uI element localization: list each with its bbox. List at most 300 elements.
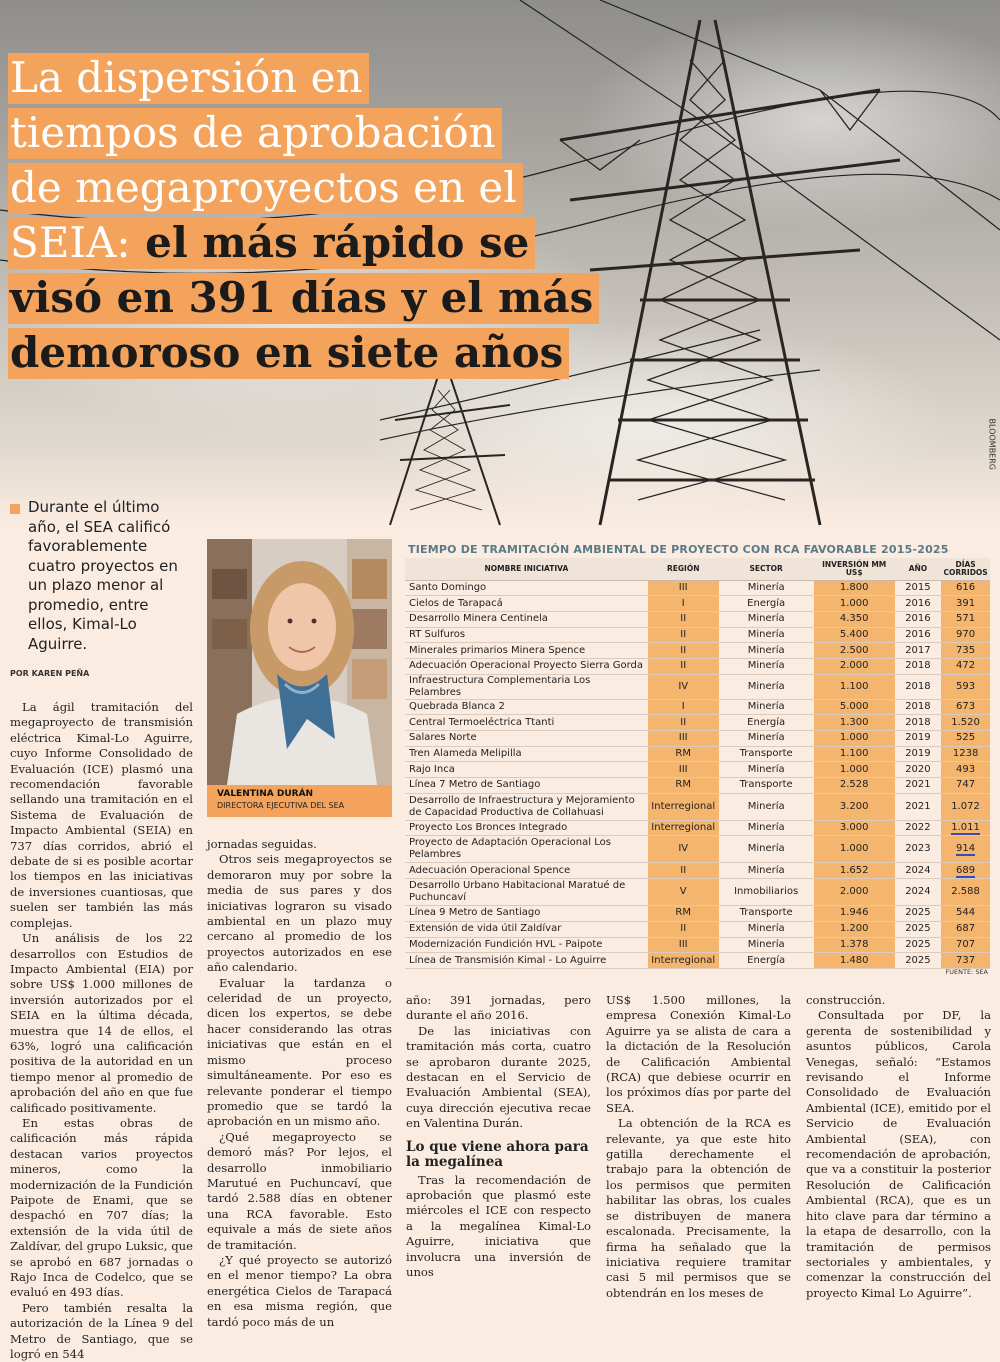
cell-region-text: Interregional — [651, 800, 716, 812]
cell-sector-text: Minería — [747, 613, 785, 625]
cell-sector — [719, 746, 814, 762]
paragraph: ¿Qué megaproyecto se demoró más? Por lejos, el desarrollo inmobiliario Marutué en Puchuncaví, que tardó 2.588 días en obtener una RCA favorable. Esto equivale a más de siete años de tramitación. — [207, 1129, 392, 1252]
cell-sector-text: Transporte — [739, 907, 793, 919]
cell-sector — [719, 643, 814, 659]
cell-investment — [814, 580, 895, 596]
cell-sector — [719, 596, 814, 612]
cell-name-text: Línea 7 Metro de Santiago — [409, 779, 541, 791]
cell-name-text: Minerales primarios Minera Spence — [409, 644, 586, 656]
cell-days-text: 673 — [956, 700, 976, 712]
cell-region — [648, 906, 719, 922]
cell-year-text: 2025 — [905, 954, 931, 966]
cell-year — [895, 715, 942, 731]
cell-sector-text: Energía — [747, 954, 786, 966]
cell-sector-text: Minería — [747, 800, 785, 812]
cell-year — [895, 596, 942, 612]
photo-credit: BLOOMBERG — [987, 418, 996, 470]
cell-sector-text: Minería — [747, 680, 785, 692]
cell-year — [895, 746, 942, 762]
cell-investment — [814, 793, 895, 820]
cell-name — [405, 658, 648, 674]
cell-investment-text: 1.200 — [839, 923, 869, 935]
cell-investment — [814, 879, 895, 906]
cell-year-text: 2016 — [905, 613, 931, 625]
article-column-4 — [606, 993, 791, 1301]
cell-name-text: Adecuación Operacional Proyecto Sierra Gorda — [409, 660, 644, 672]
cell-name-text: Salares Norte — [409, 732, 477, 744]
article-column-2 — [207, 837, 392, 1330]
table-row — [405, 879, 990, 906]
cell-year — [895, 793, 942, 820]
table-row — [405, 906, 990, 922]
paragraph: US$ 1.500 millones, la empresa Conexión Kimal-Lo Aguirre ya se alista de cara a la dictación de la Resolución de Calificación Ambiental (RCA) que debiese ocurrir en los próximos días por parte del SEA. — [606, 993, 791, 1115]
subheading: Lo que viene ahora para la megalínea — [406, 1138, 589, 1171]
cell-name-text: Línea de Transmisión Kimal - Lo Aguirre — [409, 954, 607, 966]
cell-days-text: 525 — [956, 732, 976, 744]
cell-year-text: 2024 — [905, 864, 931, 876]
cell-name — [405, 611, 648, 627]
cell-days — [941, 658, 990, 674]
cell-region — [648, 580, 719, 596]
cell-name — [405, 596, 648, 612]
cell-days-text: 707 — [956, 938, 976, 950]
table-row — [405, 778, 990, 794]
cell-name — [405, 699, 648, 715]
cell-days — [941, 863, 990, 879]
cell-year — [895, 906, 942, 922]
cell-name — [405, 937, 648, 953]
table-title: TIEMPO DE TRAMITACIÓN AMBIENTAL DE PROYECTO CON RCA FAVORABLE 2015-2025 — [408, 543, 949, 556]
cell-year — [895, 836, 942, 863]
cell-region — [648, 921, 719, 937]
cell-name — [405, 921, 648, 937]
cell-days — [941, 793, 990, 820]
cell-year — [895, 921, 942, 937]
cell-year — [895, 762, 942, 778]
table-row — [405, 611, 990, 627]
table-header-row — [405, 558, 990, 580]
cell-year-text: 2024 — [905, 886, 931, 898]
table-row — [405, 658, 990, 674]
cell-region — [648, 778, 719, 794]
cell-year — [895, 953, 942, 969]
cell-sector — [719, 879, 814, 906]
cell-investment-text: 1.300 — [839, 716, 869, 728]
cell-year-text: 2022 — [905, 822, 931, 834]
cell-region-text: II — [680, 716, 687, 728]
paragraph: Otros seis megaproyectos se demoraron muy por sobre la media de sus pares y dos iniciativas lograron su visado ambiental en un plazo muy cercano al promedio de los proyectos autorizados en ese año calendario. — [207, 852, 392, 975]
cell-name — [405, 746, 648, 762]
cell-sector — [719, 906, 814, 922]
cell-sector-text: Minería — [747, 864, 785, 876]
cell-sector — [719, 715, 814, 731]
cell-name-text: Central Termoeléctrica Ttanti — [409, 716, 555, 728]
deck — [10, 498, 185, 654]
cell-investment — [814, 863, 895, 879]
cell-days-text: 1238 — [952, 748, 979, 760]
cell-sector-text: Minería — [747, 822, 785, 834]
cell-name-text: RT Sulfuros — [409, 628, 466, 640]
cell-name — [405, 674, 648, 699]
table-row — [405, 863, 990, 879]
cell-investment — [814, 715, 895, 731]
cell-name — [405, 580, 648, 596]
cell-region — [648, 953, 719, 969]
cell-investment — [814, 746, 895, 762]
cell-name-text: Quebrada Blanca 2 — [409, 700, 505, 712]
cell-region-text: RM — [675, 779, 691, 791]
cell-region — [648, 836, 719, 863]
paragraph: jornadas seguidas. — [207, 837, 317, 851]
byline: POR KAREN PEÑA — [10, 669, 90, 678]
photo-caption — [207, 785, 392, 817]
table-row — [405, 921, 990, 937]
cell-investment — [814, 658, 895, 674]
cell-region-text: I — [681, 597, 685, 609]
cell-investment-text: 4.350 — [839, 613, 869, 625]
cell-region — [648, 937, 719, 953]
cell-investment-text: 1.000 — [839, 763, 869, 775]
cell-name — [405, 643, 648, 659]
table-row — [405, 731, 990, 747]
article-column-1 — [10, 700, 193, 1362]
cell-sector — [719, 863, 814, 879]
cell-days — [941, 937, 990, 953]
paragraph: ¿Y qué proyecto se autorizó en el menor tiempo? La obra energética Cielos de Tarapacá en esa misma región, que tardó poco más de un — [207, 1252, 392, 1329]
cell-investment — [814, 906, 895, 922]
hero-image — [0, 0, 1000, 525]
cell-region — [648, 674, 719, 699]
portrait-illustration — [207, 539, 392, 785]
cell-year-text: 2019 — [905, 748, 931, 760]
cell-region-text: Interregional — [651, 954, 716, 966]
cell-region — [648, 793, 719, 820]
header-year: AÑO — [895, 558, 942, 580]
cell-investment-text: 1.946 — [839, 907, 869, 919]
cell-name-text: Línea 9 Metro de Santiago — [409, 907, 541, 919]
cell-year — [895, 658, 942, 674]
cell-region-text: II — [680, 628, 687, 640]
table-row — [405, 793, 990, 820]
paragraph: Consultada por DF, la gerenta de sostenibilidad y asuntos públicos, Carola Venegas, señaló: “Estamos revisando el Informe Consolidado de Evaluación Ambiental (ICE), emitido por el Servicio de Evaluación Ambiental (SEA), con recomendación de aprobación, que va a constituir la posterior Resolución de Calificación Ambiental (RCA), que es un hito clave para dar término a la etapa de desarrollo, con la tramitación de permisos sectoriales y ambientales, y comenzar la construcción del proyecto Kimal Lo Aguirre”. — [806, 1008, 991, 1300]
table-row — [405, 580, 990, 596]
paragraph: construcción. — [806, 993, 886, 1007]
cell-days — [941, 836, 990, 863]
header-days: DÍAS CORRIDOS — [941, 558, 990, 580]
cell-investment-text: 1.000 — [839, 732, 869, 744]
cell-sector-text: Minería — [747, 644, 785, 656]
cell-name — [405, 793, 648, 820]
cell-investment-text: 1.000 — [839, 843, 869, 855]
cell-sector — [719, 658, 814, 674]
cell-year-text: 2025 — [905, 923, 931, 935]
cell-name — [405, 762, 648, 778]
cell-sector-text: Minería — [747, 628, 785, 640]
header-name: NOMBRE INICIATIVA — [405, 558, 648, 580]
cell-days-text: 2.588 — [951, 886, 980, 898]
cell-region-text: V — [679, 886, 687, 898]
cell-name-text: Extensión de vida útil Zaldívar — [409, 923, 562, 935]
cell-region — [648, 627, 719, 643]
cell-year — [895, 820, 942, 836]
cell-name — [405, 836, 648, 863]
cell-investment-text: 2.000 — [839, 886, 869, 898]
cell-days-text: 970 — [956, 628, 976, 640]
table-row — [405, 820, 990, 836]
cell-sector-text: Energía — [747, 597, 786, 609]
cell-days — [941, 674, 990, 699]
article-column-3 — [406, 993, 591, 1281]
headline-line-5: visó en 391 días y el más — [8, 273, 599, 324]
cell-sector-text: Minería — [747, 700, 785, 712]
cell-sector-text: Minería — [747, 763, 785, 775]
cell-sector-text: Minería — [747, 660, 785, 672]
cell-name-text: Desarrollo de Infraestructura y Mejoramiento de Capacidad Productiva de Collahuasi — [409, 794, 635, 818]
cell-year-text: 2025 — [905, 907, 931, 919]
table-body — [405, 580, 990, 968]
cell-investment-text: 1.800 — [839, 581, 869, 593]
cell-year-text: 2018 — [905, 660, 931, 672]
cell-investment-text: 1.100 — [839, 748, 869, 760]
cell-year — [895, 580, 942, 596]
cell-year-text: 2016 — [905, 597, 931, 609]
cell-name-text: Proyecto Los Bronces Integrado — [409, 822, 568, 834]
cell-name — [405, 627, 648, 643]
cell-days-text: 914 — [956, 843, 976, 855]
cell-sector-text: Energía — [747, 716, 786, 728]
cell-region — [648, 820, 719, 836]
cell-year-text: 2018 — [905, 700, 931, 712]
table-row — [405, 953, 990, 969]
cell-investment — [814, 921, 895, 937]
cell-investment-text: 5.400 — [839, 628, 869, 640]
cell-sector — [719, 921, 814, 937]
cell-year — [895, 674, 942, 699]
header-sector: SECTOR — [719, 558, 814, 580]
cell-investment — [814, 820, 895, 836]
cell-days — [941, 627, 990, 643]
cell-days — [941, 715, 990, 731]
cell-investment-text: 2.500 — [839, 644, 869, 656]
cell-days-text: 687 — [956, 923, 976, 935]
headline-line-6: demoroso en siete años — [8, 328, 569, 379]
cell-year — [895, 731, 942, 747]
cell-year — [895, 627, 942, 643]
portrait-photo — [207, 539, 392, 785]
cell-sector — [719, 627, 814, 643]
cell-region-text: IV — [678, 680, 689, 692]
headline-line-3: de megaproyectos en el — [8, 163, 523, 214]
cell-investment-text: 2.528 — [839, 779, 869, 791]
caption-role: DIRECTORA EJECUTIVA DEL SEA — [217, 801, 345, 810]
cell-year — [895, 778, 942, 794]
cell-region — [648, 715, 719, 731]
cell-year-text: 2018 — [905, 716, 931, 728]
cell-region-text: IV — [678, 843, 689, 855]
cell-region-text: II — [680, 864, 687, 876]
cell-sector-text: Minería — [747, 923, 785, 935]
bullet-square-icon — [10, 504, 20, 514]
table-row — [405, 715, 990, 731]
table-row — [405, 674, 990, 699]
cell-name-text: Desarrollo Minera Centinela — [409, 613, 548, 625]
cell-sector — [719, 580, 814, 596]
cell-region — [648, 658, 719, 674]
cell-year — [895, 611, 942, 627]
cell-year-text: 2017 — [905, 644, 931, 656]
cell-year — [895, 937, 942, 953]
article-column-5 — [806, 993, 991, 1301]
cell-region — [648, 643, 719, 659]
paragraph: La ágil tramitación del megaproyecto de transmisión eléctrica Kimal-Lo Aguirre, cuyo Informe Consolidado de Evaluación (ICE) plasmó una recomendación favorable sellando una tramitación en el Sistema de Evaluación de Impacto Ambiental (SEIA) en 737 días corridos, abrió el debate de si es posible acortar los tiempos en las iniciativas de inversiones cuantiosas, que suelen ser también las más complejas. — [10, 700, 193, 930]
cell-investment — [814, 611, 895, 627]
cell-investment-text: 1.480 — [839, 954, 869, 966]
cell-days-text: 593 — [956, 680, 976, 692]
cell-investment — [814, 643, 895, 659]
cell-days — [941, 580, 990, 596]
cell-sector — [719, 611, 814, 627]
cell-region-text: Interregional — [651, 822, 716, 834]
cell-sector-text: Minería — [747, 581, 785, 593]
cell-days-text: 735 — [956, 644, 976, 656]
cell-sector — [719, 731, 814, 747]
rca-table — [405, 558, 990, 969]
cell-investment-text: 1.100 — [839, 680, 869, 692]
cell-investment-text: 3.200 — [839, 800, 869, 812]
cell-days-text: 493 — [956, 763, 976, 775]
cell-investment-text: 2.000 — [839, 660, 869, 672]
cell-region — [648, 699, 719, 715]
cell-investment-text: 1.652 — [839, 864, 869, 876]
table-row — [405, 937, 990, 953]
cell-investment — [814, 731, 895, 747]
paragraph: Un análisis de los 22 desarrollos con Estudios de Impacto Ambiental (EIA) por sobre US$ 1.000 millones de inversión autorizados por el SEIA en la última década, muestra que 14 de ellos, el 63%, logró una calificación positiva de la autoridad en un tiempo menor al promedio de aprobación del año en que fue calificado positivamente. — [10, 931, 193, 1115]
cell-name-text: Infraestructura Complementaria Los Pelambres — [409, 674, 591, 698]
cell-region — [648, 762, 719, 778]
cell-investment-text: 1.378 — [839, 938, 869, 950]
cell-days-text: 544 — [956, 907, 976, 919]
caption-name: VALENTINA DURÁN — [217, 789, 314, 799]
table-row — [405, 762, 990, 778]
cell-name-text: Tren Alameda Melipilla — [409, 748, 522, 760]
table-row — [405, 596, 990, 612]
cell-days — [941, 879, 990, 906]
cell-year — [895, 643, 942, 659]
cell-year-text: 2020 — [905, 763, 931, 775]
paragraph: Pero también resalta la autorización de la Línea 9 del Metro de Santiago, que se logró en 544 — [10, 1300, 193, 1362]
cell-year — [895, 699, 942, 715]
cell-days — [941, 699, 990, 715]
cell-days — [941, 906, 990, 922]
cell-year — [895, 863, 942, 879]
headline-line-2: tiempos de aprobación — [8, 108, 502, 159]
cell-days-text: 1.520 — [951, 716, 980, 728]
cell-name — [405, 715, 648, 731]
cell-investment — [814, 699, 895, 715]
header-region: REGIÓN — [648, 558, 719, 580]
cell-sector — [719, 762, 814, 778]
cell-year-text: 2015 — [905, 581, 931, 593]
cell-region-text: II — [680, 613, 687, 625]
cell-sector-text: Minería — [747, 732, 785, 744]
cell-sector-text: Minería — [747, 938, 785, 950]
table-row — [405, 627, 990, 643]
cell-region — [648, 596, 719, 612]
table-row — [405, 836, 990, 863]
cell-investment — [814, 762, 895, 778]
headline — [8, 50, 608, 380]
cell-name — [405, 863, 648, 879]
cell-year-text: 2025 — [905, 938, 931, 950]
cell-year — [895, 879, 942, 906]
headline-line-4-dark: el más rápido se — [130, 218, 530, 267]
cell-investment — [814, 836, 895, 863]
cell-investment-text: 1.000 — [839, 597, 869, 609]
cell-sector-text: Transporte — [739, 748, 793, 760]
table-row — [405, 699, 990, 715]
cell-name — [405, 820, 648, 836]
cell-name-text: Proyecto de Adaptación Operacional Los Pelambres — [409, 837, 611, 861]
cell-days — [941, 611, 990, 627]
cell-sector — [719, 820, 814, 836]
table-row — [405, 643, 990, 659]
cell-name-text: Santo Domingo — [409, 581, 487, 593]
cell-investment-text: 5.000 — [839, 700, 869, 712]
cell-sector — [719, 674, 814, 699]
cell-year-text: 2021 — [905, 779, 931, 791]
cell-days — [941, 921, 990, 937]
header-investment: INVERSIÓN MM US$ — [814, 558, 895, 580]
cell-name-text: Adecuación Operacional Spence — [409, 864, 571, 876]
cell-region-text: II — [680, 923, 687, 935]
cell-year-text: 2023 — [905, 843, 931, 855]
cell-sector — [719, 836, 814, 863]
cell-year-text: 2016 — [905, 628, 931, 640]
paragraph: Evaluar la tardanza o celeridad de un proyecto, dicen los expertos, se debe hacer considerando las otras iniciativas que están en el mismo proceso simultáneamente. Por eso es relevante ponderar el tiempo promedio que se tardó la aprobación en un mismo año. — [207, 975, 392, 1129]
headline-line-4-light: SEIA: — [10, 218, 131, 267]
cell-investment — [814, 778, 895, 794]
cell-year-text: 2018 — [905, 680, 931, 692]
cell-days — [941, 820, 990, 836]
cell-days — [941, 643, 990, 659]
table-row — [405, 746, 990, 762]
cell-days-text: 747 — [956, 779, 976, 791]
cell-investment — [814, 674, 895, 699]
cell-sector-text: Minería — [747, 843, 785, 855]
cell-sector-text: Inmobiliarios — [734, 886, 799, 898]
cell-name — [405, 731, 648, 747]
cell-name-text: Cielos de Tarapacá — [409, 597, 503, 609]
cell-region-text: RM — [675, 748, 691, 760]
cell-region-text: III — [678, 732, 688, 744]
cell-investment — [814, 953, 895, 969]
table-source: FUENTE: SEA — [945, 968, 988, 976]
cell-name — [405, 879, 648, 906]
cell-region-text: III — [678, 581, 688, 593]
cell-name — [405, 906, 648, 922]
cell-days — [941, 746, 990, 762]
cell-year-text: 2019 — [905, 732, 931, 744]
cell-investment — [814, 627, 895, 643]
cell-days — [941, 778, 990, 794]
cell-region-text: II — [680, 644, 687, 656]
headline-line-1: La dispersión en — [8, 53, 369, 104]
cell-region — [648, 731, 719, 747]
cell-sector — [719, 778, 814, 794]
cell-region-text: I — [681, 700, 685, 712]
cell-days-text: 391 — [956, 597, 976, 609]
cell-region-text: III — [678, 938, 688, 950]
